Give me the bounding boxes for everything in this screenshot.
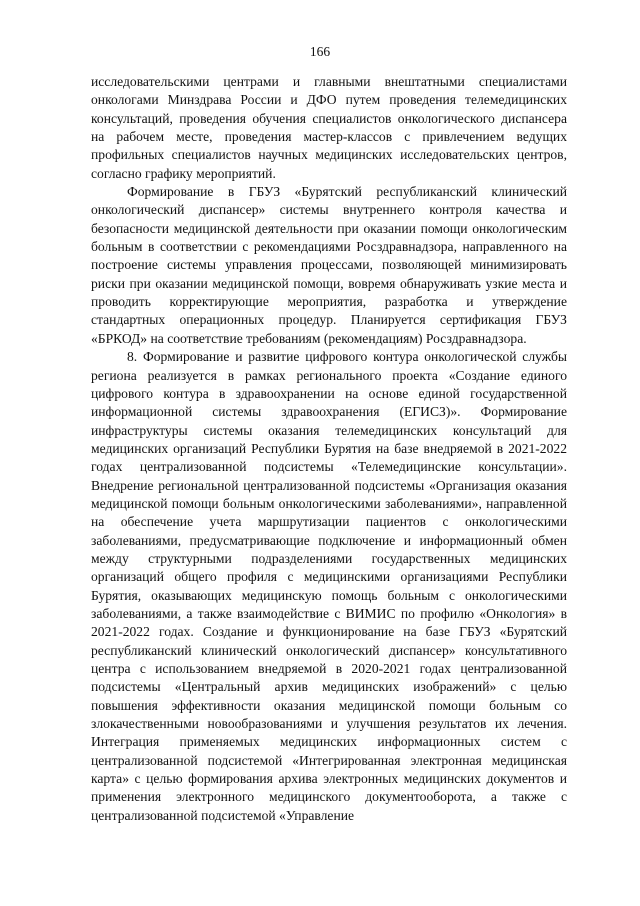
paragraph-2: Формирование в ГБУЗ «Бурятский республиканский клинический онкологический диспансер» системы внутреннего контроля качества и безопасности медицинской деятельности при оказании помощи онкологическим больным в соответствии с рекомендациями Росздравнадзора, направленного на построение системы управления процессами, позволяющей минимизировать риски при оказании медицинской помощи, вовремя обнаруживать узкие места и проводить корректирующие мероприятия, разработка и утверждение стандартных операционных процедур. Планируется сертификация ГБУЗ «БРКОД» на соответствие требованиям (рекомендациям) Росздравнадзора. [91, 184, 567, 346]
page-number: 166 [309, 44, 331, 59]
paragraph-1: исследовательскими центрами и главными внештатными специалистами онкологами Минздрава России и ДФО путем проведения телемедицинских консультаций, проведения обучения специалистов онкологического диспансера на рабочем месте, проведения мастер-классов с привлечением ведущих профильных специалистов научных медицинских исследовательских центров, согласно графику мероприятий. [91, 74, 567, 181]
paragraph-3: 8. Формирование и развитие цифрового контура онкологической службы региона реализуется в рамках регионального проекта «Создание единого цифрового контура в здравоохранении на основе единой государственной информационной системы здравоохранения (ЕГИСЗ)». Формирование инфраструктуры системы оказания телемедицинских консультаций для медицинских организаций Республики Бурятия на базе внедряемой в 2021-2022 годах централизованной подсистемы «Телемедицинские консультации». Внедрение региональной централизованной подсистемы «Организация оказания медицинской помощи больным онкологическими заболеваниями», направленной на обеспечение учета маршрутизации пациентов с онкологическими заболеваниями, предусматривающие подключение и информационный обмен между структурными подразделениями государственных медицинских организаций общего профиля с медицинскими организациями Республики Бурятия, оказывающих медицинскую помощь больным с онкологическими заболеваниями, а также взаимодействие с ВИМИС по профилю «Онкология» в 2021-2022 годах. Создание и функционирование на базе ГБУЗ «Бурятский республиканский клинический онкологический диспансер» консультативного центра с использованием внедряемой в 2020-2021 годах централизованной подсистемы «Центральный архив медицинских изображений» с целью повышения эффективности оказания медицинской помощи больным со злокачественными новообразованиями и улучшения результатов их лечения. Интеграция применяемых медицинских информационных систем с централизованной подсистемой «Интегрированная электронная медицинская карта» с целью формирования архива электронных медицинских документов и применения электронного медицинского документооборота, а также с централизованной подсистемой «Управление [91, 349, 567, 823]
document-body [91, 73, 567, 825]
